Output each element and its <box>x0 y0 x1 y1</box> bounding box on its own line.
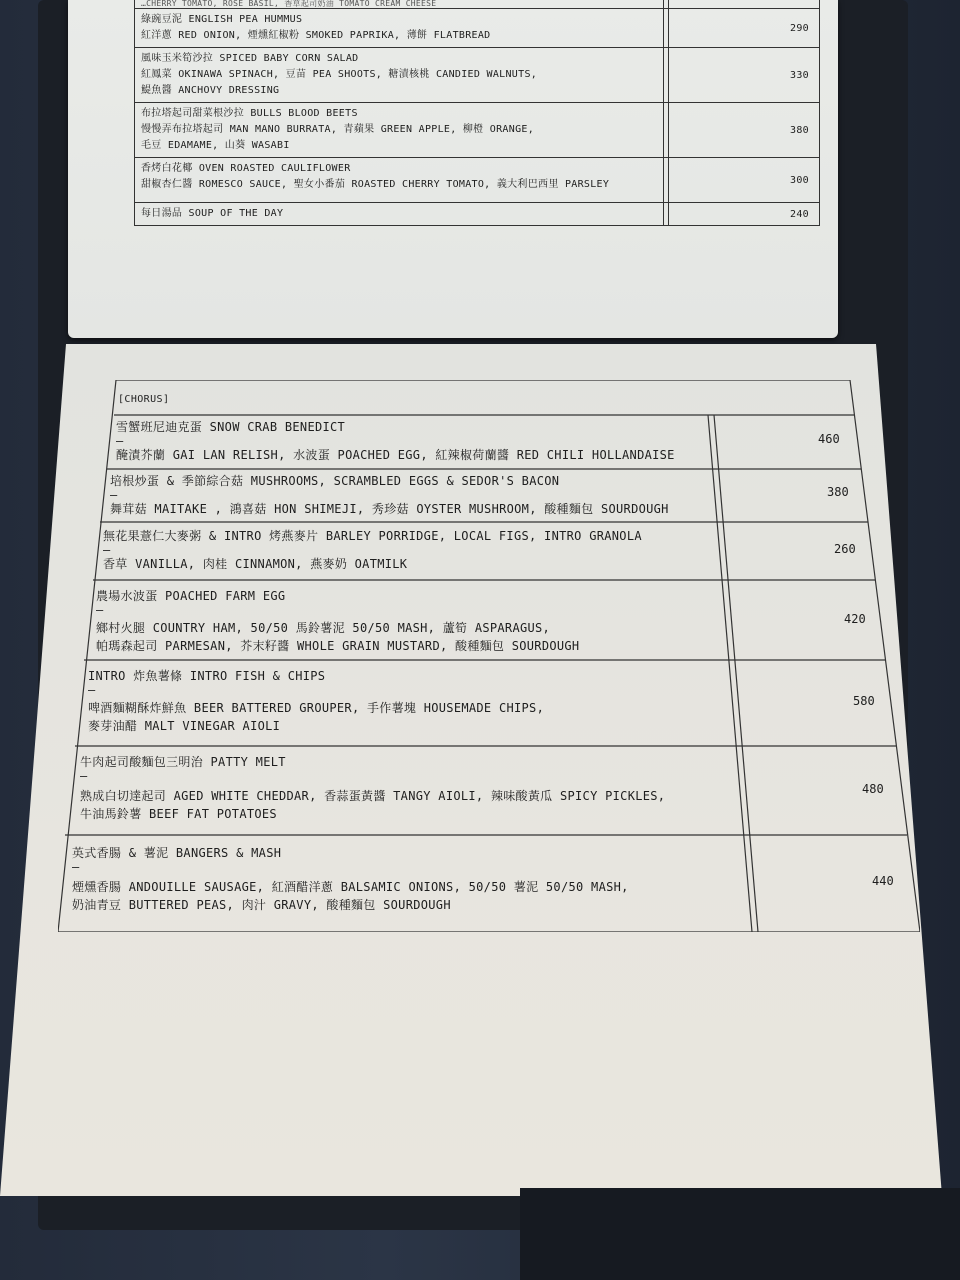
dish-name: 布拉塔起司甜菜根沙拉 BULLS BLOOD BEETS <box>141 108 358 119</box>
dish-name: INTRO 炸魚薯條 INTRO FISH & CHIPS <box>88 669 326 683</box>
menu-item <box>88 667 544 735</box>
menu-item <box>103 527 642 573</box>
menu-table-top <box>134 0 820 226</box>
dish-price: 380 <box>790 124 809 136</box>
dish-price: 440 <box>872 874 894 888</box>
dish-desc: 紅洋蔥 RED ONION, 煙燻紅椒粉 SMOKED PAPRIKA, 薄餅 FLATBREAD <box>141 30 491 41</box>
dish-desc: 香草 VANILLA, 肉桂 CINNAMON, 燕麥奶 OATMILK <box>103 557 408 571</box>
dish-price: 460 <box>818 432 840 446</box>
top-menu-row <box>135 202 819 225</box>
menu-item <box>96 587 579 655</box>
dish-name: 每日湯品 SOUP OF THE DAY <box>141 208 284 219</box>
top-menu-row <box>135 102 819 157</box>
dish-dash: – <box>110 488 118 502</box>
dish-name: 英式香腸 & 薯泥 BANGERS & MASH <box>72 846 282 860</box>
dish-desc: 舞茸菇 MAITAKE , 鴻喜菇 HON SHIMEJI, 秀珍菇 OYSTER MUSHROOM, 酸種麵包 SOURDOUGH <box>110 502 669 516</box>
dish-price: 260 <box>834 542 856 556</box>
dish-desc: 鯷魚醬 ANCHOVY DRESSING <box>141 85 280 96</box>
dish-name: 雪蟹班尼迪克蛋 SNOW CRAB BENEDICT <box>116 420 346 434</box>
menu-table-bottom <box>58 380 920 932</box>
dish-desc: 麥芽油醋 MALT VINEGAR AIOLI <box>88 719 281 733</box>
dish-desc: 毛豆 EDAMAME, 山葵 WASABI <box>141 140 290 151</box>
menu-item <box>110 472 669 518</box>
section-title: [CHORUS] <box>118 394 170 405</box>
dish-desc: 紅鳳菜 OKINAWA SPINACH, 豆苗 PEA SHOOTS, 糖漬核桃 CANDIED WALNUTS, <box>141 69 538 80</box>
dish-name: 香烤白花椰 OVEN ROASTED CAULIFLOWER <box>141 163 351 174</box>
dish-price: 240 <box>790 208 809 220</box>
dish-price: 420 <box>844 612 866 626</box>
dish-price: 580 <box>853 694 875 708</box>
menu-item <box>116 418 675 464</box>
dish-dash: – <box>80 769 88 783</box>
dish-name: 無花果薏仁大麥粥 & INTRO 烤燕麥片 BARLEY PORRIDGE, LOCAL FIGS, INTRO GRANOLA <box>103 529 642 543</box>
dish-dash: – <box>116 434 124 448</box>
dish-name: 牛肉起司酸麵包三明治 PATTY MELT <box>80 755 286 769</box>
dish-desc: 醃漬芥蘭 GAI LAN RELISH, 水波蛋 POACHED EGG, 紅辣椒荷蘭醬 RED CHILI HOLLANDAISE <box>116 448 675 462</box>
dish-desc: 熟成白切達起司 AGED WHITE CHEDDAR, 香蒜蛋黃醬 TANGY AIOLI, 辣味酸黃瓜 SPICY PICKLES, <box>80 789 666 803</box>
dish-dash: – <box>88 683 96 697</box>
top-menu-row <box>135 8 819 47</box>
top-menu-row <box>135 47 819 102</box>
dish-price: 480 <box>862 782 884 796</box>
dish-dash: – <box>96 603 104 617</box>
dish-price: 300 <box>790 174 809 186</box>
dish-name: 綠豌豆泥 ENGLISH PEA HUMMUS <box>141 14 303 25</box>
dish-name: 培根炒蛋 & 季節綜合菇 MUSHROOMS, SCRAMBLED EGGS & SEDOR'S BACON <box>110 474 560 488</box>
dish-desc: 慢慢弄布拉塔起司 MAN MANO BURRATA, 青蘋果 GREEN APPLE, 柳橙 ORANGE, <box>141 124 535 135</box>
dish-price: 290 <box>790 22 809 34</box>
dish-price: 330 <box>790 69 809 81</box>
menu-item <box>80 753 665 823</box>
partial-row <box>135 0 819 8</box>
top-menu-row <box>135 157 819 202</box>
dish-desc: 帕瑪森起司 PARMESAN, 芥末籽醬 WHOLE GRAIN MUSTARD, 酸種麵包 SOURDOUGH <box>96 639 580 653</box>
dish-desc: 牛油馬鈴薯 BEEF FAT POTATOES <box>80 807 277 821</box>
dish-dash: – <box>72 860 80 874</box>
menu-item <box>72 844 629 914</box>
partial-row-text: …CHERRY TOMATO, ROSE BASIL, 香草起司奶油 TOMATO CREAM CHEESE <box>141 0 437 8</box>
dish-desc: 啤酒麵糊酥炸鮮魚 BEER BATTERED GROUPER, 手作薯塊 HOUSEMADE CHIPS, <box>88 701 545 715</box>
dish-desc: 煙燻香腸 ANDOUILLE SAUSAGE, 紅酒醋洋蔥 BALSAMIC ONIONS, 50/50 薯泥 50/50 MASH, <box>72 880 629 894</box>
dish-name: 風味玉米筍沙拉 SPICED BABY CORN SALAD <box>141 53 359 64</box>
dish-name: 農場水波蛋 POACHED FARM EGG <box>96 589 286 603</box>
dish-price: 380 <box>827 485 849 499</box>
binder-tab <box>520 1188 960 1280</box>
dish-dash: – <box>103 543 111 557</box>
dish-desc: 奶油青豆 BUTTERED PEAS, 肉汁 GRAVY, 酸種麵包 SOURDOUGH <box>72 898 451 912</box>
dish-desc: 甜椒杏仁醬 ROMESCO SAUCE, 聖女小番茄 ROASTED CHERRY TOMATO, 義大利巴西里 PARSLEY <box>141 179 610 190</box>
dish-desc: 鄉村火腿 COUNTRY HAM, 50/50 馬鈴薯泥 50/50 MASH, 蘆筍 ASPARAGUS, <box>96 621 551 635</box>
